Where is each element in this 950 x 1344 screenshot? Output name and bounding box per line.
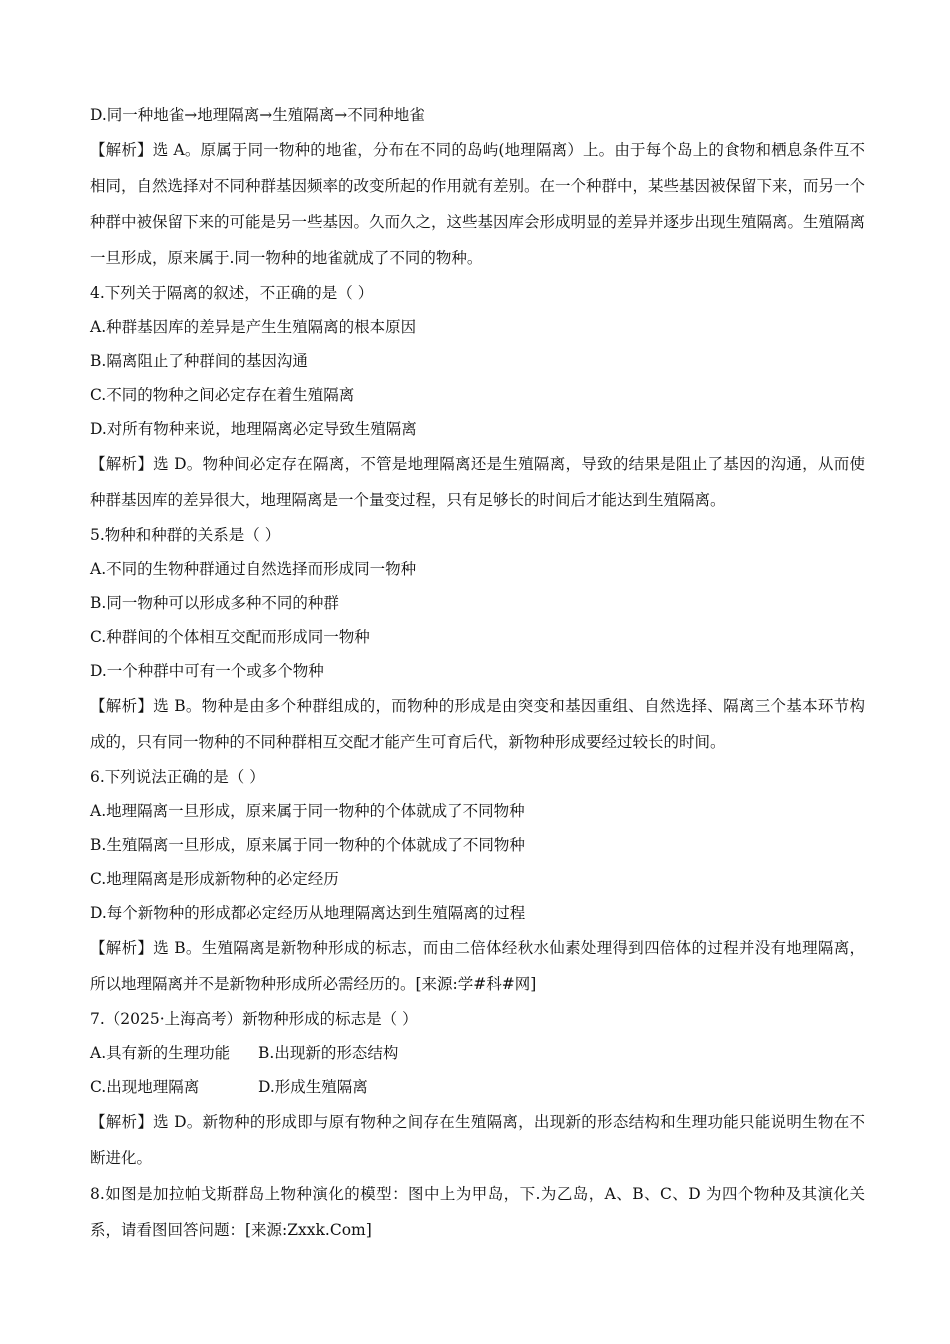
option-left: A.具有新的生理功能 <box>90 1044 231 1062</box>
text-line: A.地理隔离一旦形成，原来属于同一物种的个体就成了不同物种 <box>90 802 525 820</box>
text-line: A.种群基因库的差异是产生生殖隔离的根本原因 <box>90 318 417 336</box>
text-line: C.种群间的个体相互交配而形成同一物种 <box>90 628 370 646</box>
text-paragraph: 8.如图是加拉帕戈斯群岛上物种演化的模型：图中上为甲岛，下.为乙岛，A、B、C、D 为四个物种及其演化关系，请看图回答问题：[来源:Zxxk.Com] <box>90 1185 865 1239</box>
text-line: 4.下列关于隔离的叙述，不正确的是（ ） <box>90 284 374 302</box>
text-paragraph: 【解析】选 D。物种间必定存在隔离，不管是地理隔离还是生殖隔离，导致的结果是阻止了基因的沟通，从而使种群基因库的差异很大，地理隔离是一个量变过程，只有足够长的时间后才能达到生殖隔离。 <box>90 455 865 509</box>
text-line: 7.（2025·上海高考）新物种形成的标志是（ ） <box>90 1010 418 1028</box>
text-line: C.地理隔离是形成新物种的必定经历 <box>90 870 339 888</box>
text-paragraph: 【解析】选 B。生殖隔离是新物种形成的标志，而由二倍体经秋水仙素处理得到四倍体的过程并没有地理隔离，所以地理隔离并不是新物种形成所必需经历的。[来源:学#科#网] <box>90 939 865 993</box>
text-line: D.对所有物种来说，地理隔离必定导致生殖隔离 <box>90 420 417 438</box>
text-paragraph: 【解析】选 B。物种是由多个种群组成的，而物种的形成是由突变和基因重组、自然选择、隔离三个基本环节构成的，只有同一物种的不同种群相互交配才能产生可育后代，新物种形成要经过较长的时间。 <box>90 697 865 751</box>
text-line: B.隔离阻止了种群间的基因沟通 <box>90 352 308 370</box>
text-line: B.同一物种可以形成多种不同的种群 <box>90 594 339 612</box>
option-pair-line <box>90 1036 865 1070</box>
option-pair-line <box>90 1070 865 1104</box>
text-line: A.不同的生物种群通过自然选择而形成同一物种 <box>90 560 417 578</box>
text-paragraph: 【解析】选 D。新物种的形成即与原有物种之间存在生殖隔离，出现新的形态结构和生理功能只能说明生物在不断进化。 <box>90 1113 865 1167</box>
text-paragraph: 【解析】选 A。原属于同一物种的地雀，分布在不同的岛屿(地理隔离）上。由于每个岛上的食物和栖息条件互不相同，自然选择对不同种群基因频率的改变所起的作用就有差别。在一个种群中，某些基因被保留下来，而另一个种群中被保留下来的可能是另一些基因。久而久之，这些基因库会形成明显的差异并逐步出现生殖隔离。生殖隔离一旦形成，原来属于.同一物种的地雀就成了不同的物种。 <box>90 141 866 267</box>
option-right: D.形成生殖隔离 <box>258 1078 368 1096</box>
text-line: B.生殖隔离一旦形成，原来属于同一物种的个体就成了不同物种 <box>90 836 525 854</box>
document-body <box>90 98 865 1248</box>
text-line: C.不同的物种之间必定存在着生殖隔离 <box>90 386 355 404</box>
option-left: C.出现地理隔离 <box>90 1078 200 1096</box>
text-line: D.每个新物种的形成都必定经历从地理隔离达到生殖隔离的过程 <box>90 904 526 922</box>
text-line: D.一个种群中可有一个或多个物种 <box>90 662 324 680</box>
text-line: 6.下列说法正确的是（ ） <box>90 768 265 786</box>
option-right: B.出现新的形态结构 <box>258 1044 399 1062</box>
text-line: 5.物种和种群的关系是（ ） <box>90 526 281 544</box>
text-line: D.同一种地雀→地理隔离→生殖隔离→不同种地雀 <box>90 106 425 124</box>
